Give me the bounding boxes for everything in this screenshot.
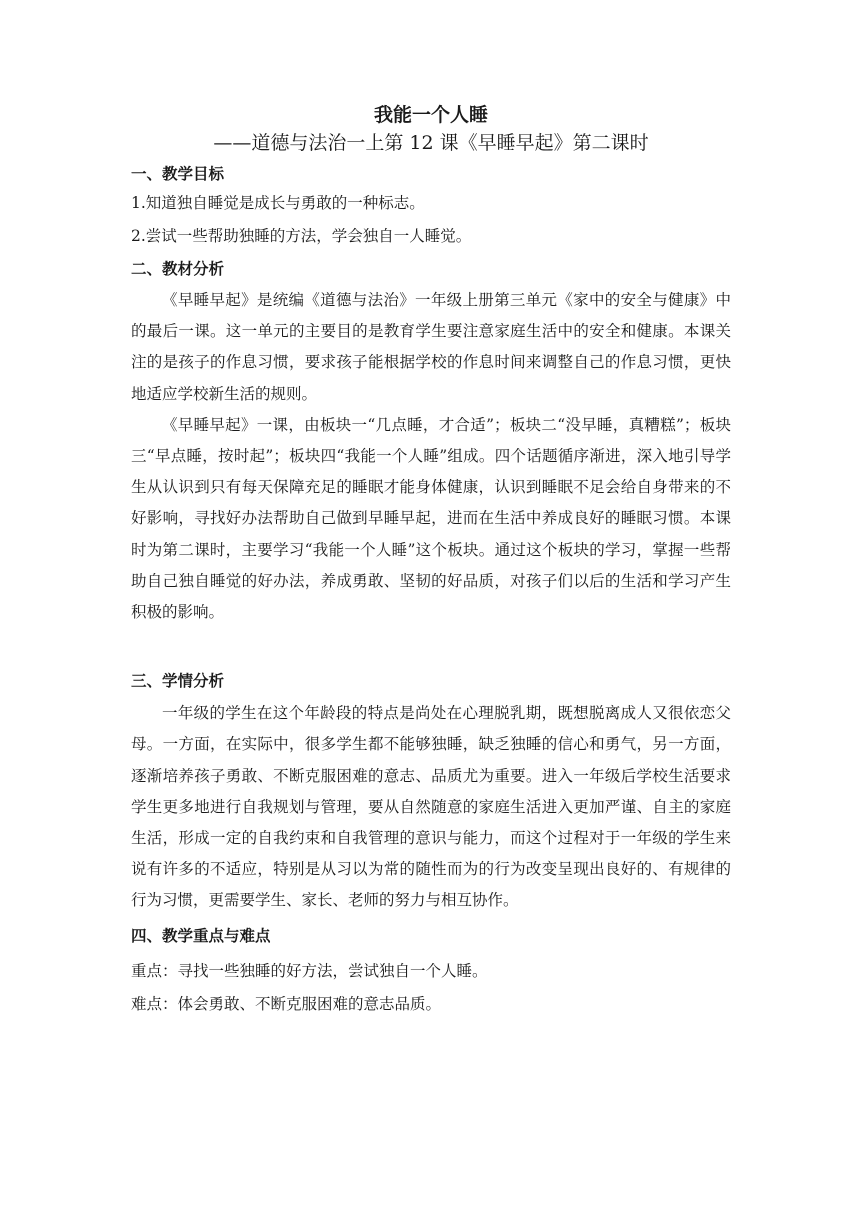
key-point: 重点：寻找一些独睡的好方法，尝试独自一个人睡。 — [131, 961, 488, 980]
section-student-analysis — [131, 668, 731, 916]
paragraph: 《早睡早起》是统编《道德与法治》一年级上册第三单元《家中的安全与健康》中的最后一课。这一单元的主要目的是教育学生要注意家庭生活中的安全和健康。本课关注的是孩子的作息习惯，要求孩子能根据学校的作息时间来调整自己的作息习惯，更快地适应学校新生活的规则。 — [131, 291, 731, 403]
document-page — [131, 101, 731, 1021]
paragraph: 一年级的学生在这个年龄段的特点是尚处在心理脱乳期，既想脱离成人又很依恋父母。一方面，在实际中，很多学生都不能够独睡，缺乏独睡的信心和勇气，另一方面，逐渐培养孩子勇敢、不断克服困难的意志、品质尤为重要。进入一年级后学校生活要求学生更多地进行自我规划与管理，要从自然随意的家庭生活进入更加严谨、自主的家庭生活，形成一定的自我约束和自我管理的意识与能力，而这个过程对于一年级的学生来说有许多的不适应，特别是从习以为常的随性而为的行为改变呈现出良好的、有规律的行为习惯，更需要学生、家长、老师的努力与相互协作。 — [131, 704, 731, 910]
section-key-points — [131, 923, 731, 1021]
document-subtitle: ——道德与法治一上第 12 课《早睡早起》第二课时 — [213, 132, 649, 154]
section-textbook-analysis — [131, 256, 731, 628]
section-heading: 四、教学重点与难点 — [131, 926, 271, 945]
document-title: 我能一个人睡 — [373, 104, 488, 126]
difficult-point: 难点：体会勇敢、不断克服困难的意志品质。 — [131, 994, 442, 1013]
goal-item: 2.尝试一些帮助独睡的方法，学会独自一人睡觉。 — [131, 227, 472, 245]
section-heading: 一、教学目标 — [131, 165, 225, 183]
spacer — [131, 628, 731, 668]
section-heading: 三、学情分析 — [131, 672, 225, 691]
paragraph: 《早睡早起》一课，由板块一“几点睡，才合适”；板块二“没早睡，真糟糕”；板块三“早点睡，按时起”；板块四“我能一个人睡”组成。四个话题循序渐进，深入地引导学生从认识到只有每天保障充足的睡眠才能身体健康，认识到睡眠不足会给自身带来的不好影响，寻找好办法帮助自己做到早睡早起，进而在生活中养成良好的睡眠习惯。本课时为第二课时，主要学习“我能一个人睡”这个板块。通过这个板块的学习，掌握一些帮助自己独自睡觉的好办法，养成勇敢、坚韧的好品质，对孩子们以后的生活和学习产生积极的影响。 — [131, 415, 731, 622]
goal-item: 1.知道独自睡觉是成长与勇敢的一种标志。 — [131, 194, 425, 212]
section-heading: 二、教材分析 — [131, 260, 225, 278]
section-teaching-goals — [131, 161, 731, 253]
